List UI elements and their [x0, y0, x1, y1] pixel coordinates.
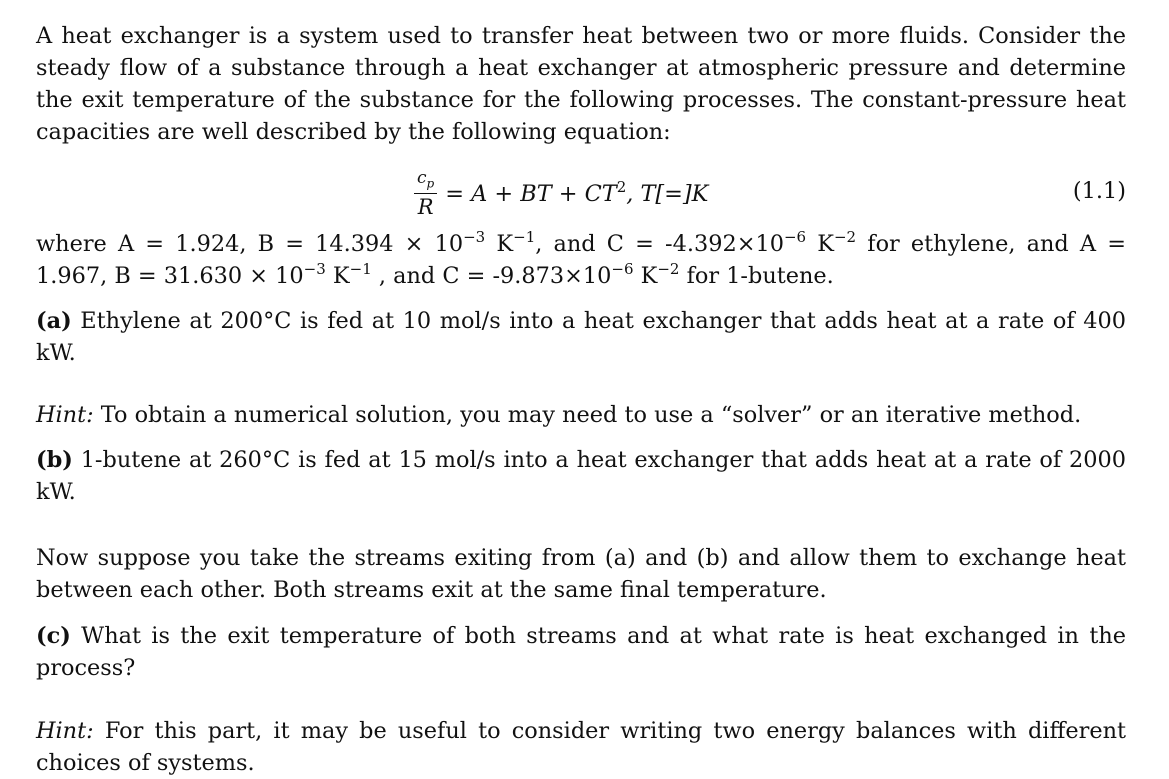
hint-a-label: Hint:: [36, 402, 94, 428]
param-text: , and C = -9.873×10: [371, 263, 612, 289]
param-exponent: −2: [657, 260, 680, 278]
param-exponent: −2: [833, 228, 857, 246]
param-exponent: −1: [349, 260, 372, 278]
rhs-terms: = A + BT + CT: [445, 181, 617, 207]
param-exponent: −3: [463, 228, 486, 246]
numerator-subscript: p: [426, 176, 435, 191]
part-a-label: (a): [36, 308, 72, 334]
hint-c-text: For this part, it may be useful to consider writing two energy balances with different choices of systems.: [36, 718, 1126, 776]
param-exponent: −6: [611, 260, 634, 278]
parameters-paragraph: [36, 228, 1126, 292]
param-text: K: [806, 231, 834, 257]
part-c-question: [36, 620, 1126, 684]
cp-over-r-fraction: [414, 168, 437, 220]
param-exponent: −6: [783, 228, 807, 246]
param-text: for ethylene, and A = 1.967,: [36, 231, 1126, 289]
equation-rhs: [445, 178, 709, 207]
fraction-numerator: [414, 168, 437, 194]
hint-a: [36, 399, 1126, 431]
hint-a-text: To obtain a numerical solution, you may need to use a “solver” or an iterative method.: [93, 402, 1082, 428]
intro-paragraph: A heat exchanger is a system used to transfer heat between two or more fluids. Consider the steady flow of a substance through a heat exchanger at atmospheric pressure and determine the exit temperature of the substance for the following processes. The constant-pressure heat capacities are well described by the following equation:: [36, 23, 1126, 145]
part-c-label: (c): [36, 623, 71, 649]
param-text: K: [485, 231, 514, 257]
rhs-exponent: 2: [616, 178, 627, 196]
part-b-text: 1-butene at 260°C is fed at 15 mol/s into a heat exchanger that adds heat at a rate of 2000 kW.: [36, 447, 1126, 505]
param-text: K: [633, 263, 658, 289]
param-text: , and C = -4.392×10: [535, 231, 784, 257]
param-text: K: [325, 263, 350, 289]
part-b-label: (b): [36, 447, 73, 473]
param-text: for 1-butene.: [679, 263, 834, 289]
problem-document: [36, 20, 1126, 779]
param-text: B = 31.630 × 10: [114, 263, 304, 289]
hint-c: [36, 715, 1126, 779]
fraction-denominator: R: [417, 195, 434, 220]
part-a-question: [36, 305, 1126, 369]
part-a-text: Ethylene at 200°C is fed at 10 mol/s into a heat exchanger that adds heat at a rate of 400 kW.: [36, 308, 1126, 366]
rhs-unit-spec: , T[=]K: [626, 181, 709, 207]
heat-capacity-equation: [414, 166, 708, 222]
param-text: where A = 1.924, B = 14.394 × 10: [36, 231, 464, 257]
hint-c-label: Hint:: [36, 718, 94, 744]
part-c-text: What is the exit temperature of both streams and at what rate is heat exchanged in the process?: [36, 623, 1126, 681]
part-b-question: [36, 444, 1126, 508]
equation-number: (1.1): [1072, 178, 1126, 204]
numerator-symbol: c: [417, 167, 427, 188]
equation-block: [36, 166, 1126, 228]
param-exponent: −3: [303, 260, 326, 278]
param-exponent: −1: [513, 228, 536, 246]
now-suppose-paragraph: Now suppose you take the streams exiting from (a) and (b) and allow them to exchange heat between each other. Both streams exit at the same final temperature.: [36, 545, 1126, 603]
